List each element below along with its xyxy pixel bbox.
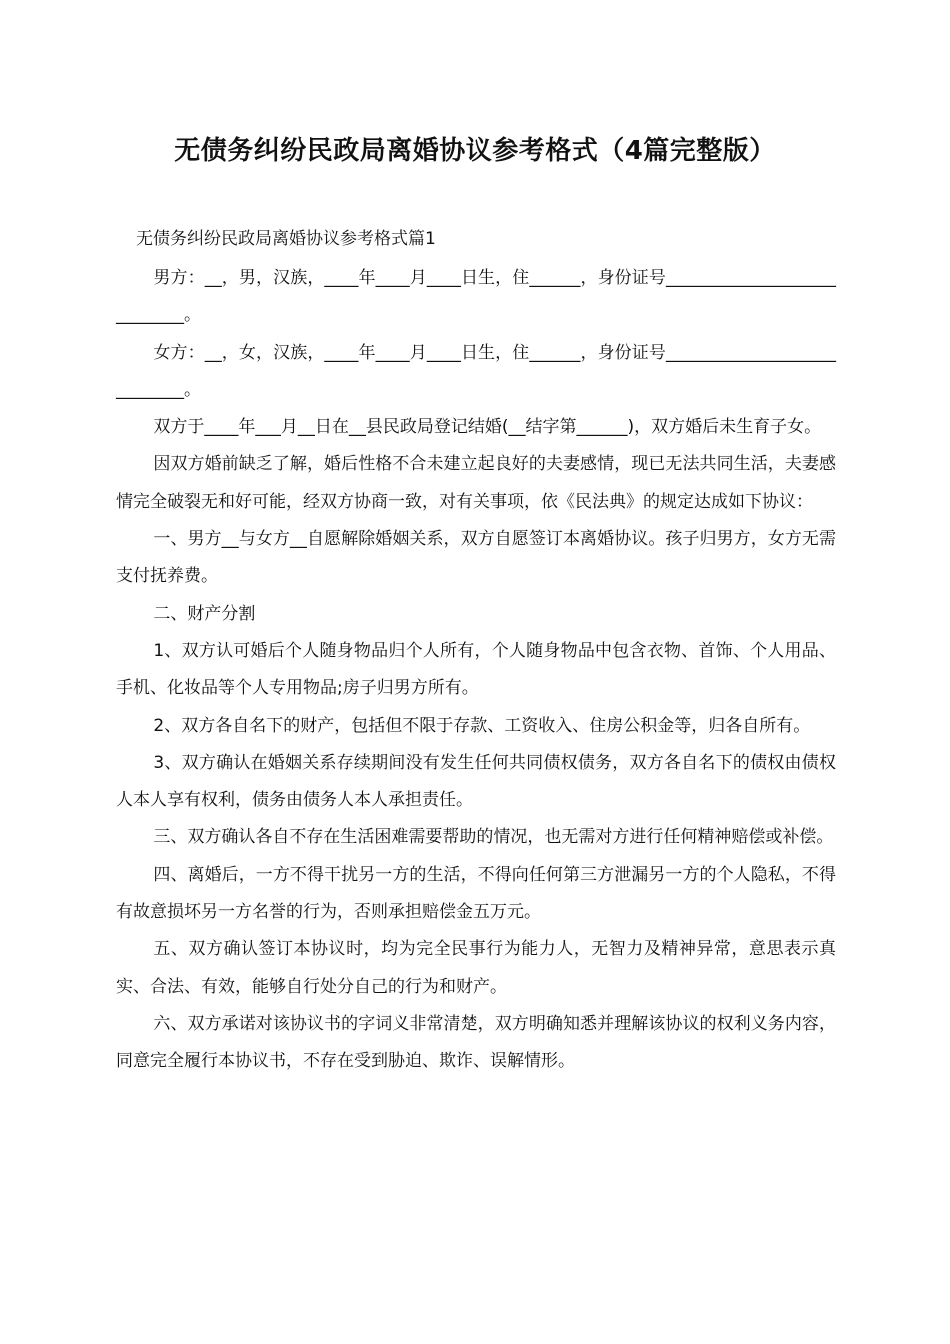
- paragraph-reason: 因双方婚前缺乏了解，婚后性格不合未建立起良好的夫妻感情，现已无法共同生活，夫妻感情完全破裂无和好可能，经双方协商一致，对有关事项，依《民法典》的规定达成如下协议：: [116, 454, 836, 512]
- paragraph-clause-6: 六、双方承诺对该协议书的字词义非常清楚，双方明确知悉并理解该协议的权利义务内容，同意完全履行本协议书，不存在受到胁迫、欺诈、误解情形。: [116, 1013, 836, 1072]
- paragraph-clause-2-item-1: 1、双方认可婚后个人随身物品归个人所有，个人随身物品中包含衣物、首饰、个人用品、手机、化妆品等个人专用物品;房子归男方所有。: [116, 640, 836, 699]
- section-heading: 无债务纠纷民政局离婚协议参考格式篇1: [136, 229, 436, 249]
- document-body: [116, 260, 836, 1081]
- paragraph-clause-2-item-3: 3、双方确认在婚姻关系存续期间没有发生任何共同债权债务，双方各自名下的债权由债权人本人享有权利，债务由债务人本人承担责任。: [116, 752, 836, 811]
- paragraph-male-party: 男方：__，男，汉族，____年____月____日生，住______，身份证号____________________________。: [116, 268, 836, 326]
- paragraph-female-party: 女方：__，女，汉族，____年____月____日生，住______，身份证号____________________________。: [116, 342, 836, 400]
- paragraph-clause-2-item-2: 2、双方各自名下的财产，包括但不限于存款、工资收入、住房公积金等，归各自所有。: [153, 715, 811, 736]
- paragraph-clause-2-heading: 二、财产分割: [153, 603, 256, 624]
- paragraph-clause-1: 一、男方__与女方__自愿解除婚姻关系，双方自愿签订本离婚协议。孩子归男方，女方无需支付抚养费。: [116, 529, 836, 587]
- paragraph-clause-5: 五、双方确认签订本协议时，均为完全民事行为能力人，无智力及精神异常，意思表示真实、合法、有效，能够自行处分自己的行为和财产。: [116, 939, 836, 997]
- document-title: 无债务纠纷民政局离婚协议参考格式（4篇完整版）: [174, 136, 776, 166]
- paragraph-clause-4: 四、离婚后，一方不得干扰另一方的生活，不得向任何第三方泄漏另一方的个人隐私，不得有故意损坏另一方名誉的行为，否则承担赔偿金五万元。: [116, 864, 836, 923]
- paragraph-clause-3: 三、双方确认各自不存在生活困难需要帮助的情况，也无需对方进行任何精神赔偿或补偿。: [153, 827, 834, 848]
- paragraph-marriage-registration: 双方于____年___月__日在__县民政局登记结婚(__结字第______)，双方婚后未生育子女。: [153, 417, 822, 438]
